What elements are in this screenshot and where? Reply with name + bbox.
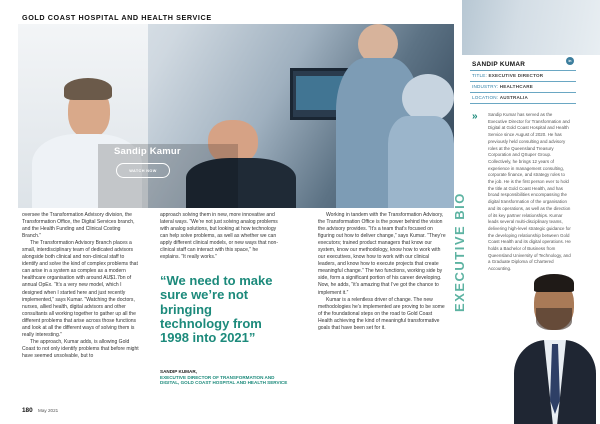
bio-text: Sandip Kumar has served as the Executive Director for Transformation and Digital at Gold Coast Hospital and Health Service since August of 2020. He has previously held consulting and advisory roles at the Queensland Treasury Corporation and QSuper Group. Collectively, he brings 12 years of experience in management consulting, corporate finance, and strategy roles to the job. He is the first person ever to hold the title at Gold Coast Health, and has broad responsibilities encompassing the digital transformation of the organisation and its operations, as well as the direction of its key partner relationships. Kumar leads several multi-disciplinary teams, delivering high-level strategic guidance for the developing relationship between Gold Coast Health and its digital operations. He holds a Bachelor of Business from Queensland University of Technology, and a Graduate Diploma of Chartered Accounting.	[488, 112, 571, 272]
magazine-section-title: GOLD COAST HOSPITAL AND HEALTH SERVICE	[22, 13, 212, 22]
paragraph: The Transformation Advisory Branch places a small, interdisciplinary team of dedicated advisors alongside both clinical and non-clinical staff to identify and solve the kind of complex problems that can arise in a system as complex as a modern healthcare organisation with around AU$1.7bn of annual OpEx. “It’s a very new model, which I designed when I started here and just recently implemented,” says Kumar. “Watching the doctors, nurses, allied health, digital advisors and other consultants all working together to gather up all the different problems that arise across those functions and look at all the different ways of solving them is really interesting.”	[22, 240, 138, 338]
paragraph: oversee the Transformation Advisory division, the Transformation Office, the Digital Services branch, and the Health Funding and Clinical Costing Branch.”	[22, 212, 135, 240]
paragraph: approach solving them in new, more innovative and lateral ways. “We’re not just solving analog problems with analog solutions, but looking at how technology can help solve problems, as well as whether we can apply different clinical models, or new ways that non-clinical staff can interact with this space,” he explains. “It really works.”	[160, 212, 279, 261]
bio-name: SANDIP KUMAR	[472, 61, 526, 68]
issue-date: May 2021	[38, 408, 59, 413]
article-column-3	[318, 212, 448, 332]
divider	[470, 81, 576, 82]
bio-industry-value: HEALTHCARE	[499, 84, 534, 89]
article-column-2	[160, 212, 278, 261]
divider	[470, 70, 576, 71]
paragraph: Kumar is a relentless driver of change. The new methodologies he’s implemented are proving to be some of the foundational steps on the road to Gold Coast Health achieving the kind of meaningful transformative goals that have been set for it.	[318, 296, 445, 331]
bio-location-row	[472, 95, 528, 100]
photo-caption: Sandip Kamur	[114, 146, 181, 157]
linkedin-icon[interactable]: in	[566, 57, 574, 65]
bio-title-value: EXECUTIVE DIRECTOR	[488, 73, 544, 78]
watch-now-button[interactable]: WATCH NOW	[116, 163, 170, 178]
divider	[470, 103, 576, 104]
bio-title-row	[472, 73, 543, 78]
article-column-1	[22, 212, 140, 360]
byline-role: EXECUTIVE DIRECTOR OF TRANSFORMATION AND DIGITAL, GOLD COAST HOSPITAL AND HEALTH SERVICE	[160, 374, 288, 386]
paragraph: Working in tandem with the Transformation Advisory, the Transformation Office is the power behind the vision the advisory provides. “It’s a team that’s focused on figuring out how to deliver change,” says Kumar. “They’re executors; trained product managers that know our system, know our methodology, know how to work with our executives, know how to work with our clinical leaders, and know how to execute projects that create meaningful change.” The two functions, working side by side, form a significant portion of his career developing. Now, he adds, “it’s amazing that I’ve got the chance to implement it.”	[318, 212, 446, 296]
bio-industry-label: INDUSTRY:	[472, 84, 499, 89]
sidebar-photo-strip	[462, 0, 600, 55]
quote-byline	[160, 369, 290, 386]
hero-photo	[18, 24, 454, 208]
bio-location-label: LOCATION:	[472, 95, 499, 100]
bio-location-value: AUSTRALIA	[499, 95, 529, 100]
portrait-photo	[514, 270, 596, 424]
executive-bio-label: EXECUTIVE BIO	[452, 192, 467, 312]
chevron-right-icon: »	[472, 111, 476, 122]
divider	[470, 92, 576, 93]
bio-industry-row	[472, 84, 533, 89]
pull-quote: “We need to make sure we’re not bringing technology from 1998 into 2021”	[160, 273, 273, 346]
byline-name: SANDIP KUMAR,	[160, 369, 197, 374]
page-number: 180	[22, 407, 33, 414]
paragraph: The approach, Kumar adds, is allowing Gold Coast to not only identify problems that before might have seemed unsolvable, but to	[22, 338, 139, 359]
bio-title-label: TITLE:	[472, 73, 487, 78]
